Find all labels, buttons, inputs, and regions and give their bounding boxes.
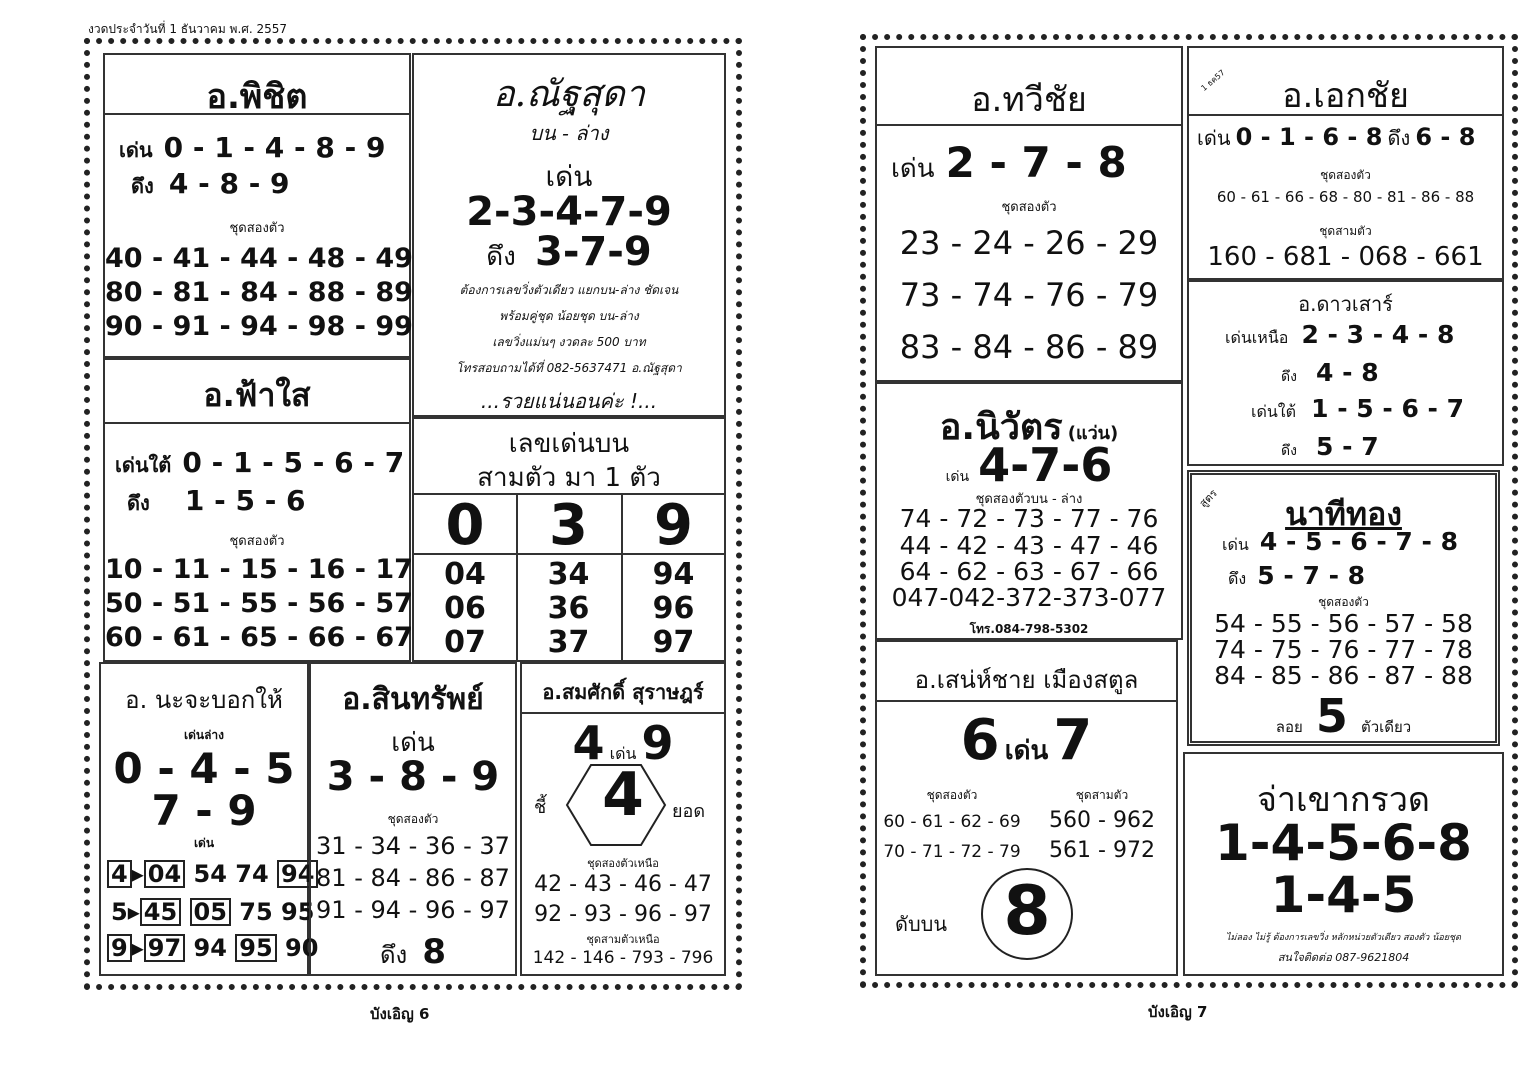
value: 2 - 3 - 4 - 8	[1301, 320, 1455, 349]
somsak-title: อ.สมศักดิ์ สุราษฎร์	[542, 680, 704, 704]
thawee-row-2: 73 - 74 - 76 - 79	[899, 276, 1159, 314]
label: เด่น	[1197, 126, 1231, 150]
ekachai-box	[1187, 46, 1504, 280]
daosao-box	[1187, 280, 1504, 466]
ding-label: ดึง	[1387, 126, 1411, 150]
value: 5 - 7	[1316, 432, 1379, 461]
ekachai-row-2: 60 - 61 - 66 - 68 - 80 - 81 - 86 - 88	[1216, 188, 1475, 206]
value: 5	[1315, 689, 1348, 743]
daosao-d1	[1281, 358, 1502, 388]
fasai-sub: ชุดสองตัว	[229, 534, 285, 549]
pichit-title: อ.พิชิต	[206, 77, 308, 117]
value: 1 - 5 - 6	[184, 484, 306, 517]
key: 5	[111, 898, 128, 926]
value: 4 - 8 - 9	[168, 167, 290, 200]
label: ดึง	[1281, 443, 1297, 459]
sanh-dab: 8	[1003, 872, 1051, 951]
sanh-dab-label: ดับบน	[895, 912, 948, 936]
natithong-title: นาทีทอง	[1285, 495, 1402, 533]
thawee-play	[891, 138, 1181, 189]
sinsap-title: อ.สินทรัพย์	[342, 682, 484, 717]
niwat-tel: โทร.084-798-5302	[969, 622, 1089, 636]
single: ตัวเดียว	[1360, 718, 1412, 736]
natithong-loy	[1192, 689, 1495, 743]
label: เด่น	[609, 744, 637, 763]
nat-msg-4: โทรสอบถามได้ที่ 082-5637471 อ.ณัฐสุดา	[456, 361, 682, 375]
naja-row-1: 4 ▸ 04 54 74 94	[107, 860, 307, 888]
cell: 54	[193, 860, 227, 888]
niwat-sub: ชุดสองตัวบน - ล่าง	[975, 492, 1083, 507]
nat-msg-3: เลขวิ่งแม่นๆ งวดละ 500 บาท	[492, 335, 646, 349]
value: 4 - 8	[1316, 358, 1379, 387]
cell: 04	[144, 860, 185, 888]
naja-title: อ. นะจะบอกให้	[125, 686, 283, 714]
value: 0 - 1 - 6 - 8	[1235, 123, 1383, 151]
fasai-title: อ.ฟ้าใส	[203, 376, 311, 414]
divider	[105, 113, 409, 115]
label: เด่น	[1222, 535, 1249, 554]
top3-box	[412, 417, 726, 662]
ekachai-row-3: 160 - 681 - 068 - 661	[1207, 242, 1484, 272]
cell: 95	[281, 898, 315, 926]
ekachai-stamp: 1 ธค57	[1199, 68, 1227, 93]
top3-title-2: สามตัว มา 1 ตัว	[477, 463, 661, 493]
nat-play: 2-3-4-7-9	[466, 189, 672, 235]
naja-box	[99, 662, 319, 976]
sinsap-sub: ชุดสองตัว	[387, 812, 439, 826]
nat-box	[412, 53, 726, 417]
value: 0 - 1 - 4 - 8 - 9	[163, 131, 386, 164]
niwat-row-3: 64 - 62 - 63 - 67 - 66	[899, 557, 1159, 586]
sinsap-row-2: 81 - 84 - 86 - 87	[316, 864, 510, 892]
daosao-s	[1251, 394, 1502, 425]
naja-big-2: 7 - 9	[151, 786, 257, 835]
fasai-play	[115, 446, 409, 481]
sanh-main	[877, 708, 1176, 773]
jamkao-title: จ่าเขากรวด	[1257, 780, 1430, 820]
pichit-box	[103, 53, 411, 358]
thawee-sub: ชุดสองตัว	[1001, 200, 1057, 215]
fasai-row-2: 50 - 51 - 55 - 56 - 57	[105, 588, 413, 619]
cell: 90	[285, 934, 319, 962]
value: 8	[422, 932, 447, 972]
label: เด่น	[945, 469, 970, 485]
somsak-hex-value: 4	[602, 760, 644, 830]
jamkao-box	[1183, 752, 1504, 976]
top3-c3-2: 96	[652, 591, 695, 626]
nat-sub: บน - ล่าง	[529, 121, 609, 145]
ding: 6 - 8	[1415, 123, 1476, 151]
natithong-row-3: 84 - 85 - 86 - 87 - 88	[1214, 661, 1473, 690]
page-footer-6: บังเอิญ 6	[370, 1005, 430, 1023]
sanh-l1: 60 - 61 - 62 - 69	[883, 812, 1021, 832]
nat-msg-2: พร้อมคู่ชุด น้อยชุด บน-ล่าง	[499, 309, 639, 323]
sinsap-row-3: 91 - 94 - 96 - 97	[316, 896, 510, 924]
sinsap-row-1: 31 - 34 - 36 - 37	[316, 832, 510, 860]
ekachai-sub-3: ชุดสามตัว	[1319, 224, 1372, 238]
jamkao-row-1: 1-4-5-6-8	[1215, 814, 1472, 872]
niwat-row-4: 047-042-372-373-077	[891, 583, 1167, 612]
top3-digit-2: 3	[549, 493, 588, 558]
key: 4	[107, 860, 132, 888]
label: เด่นเหนือ	[1225, 328, 1289, 347]
naja-big-1: 0 - 4 - 5	[113, 744, 295, 793]
pichit-ding	[131, 167, 409, 202]
label: ดึง	[379, 941, 408, 969]
naja-row-3: 9 ▸ 97 94 95 90	[107, 934, 307, 962]
daosao-title: อ.ดาวเสาร์	[1298, 292, 1393, 316]
top3-title-1: เลขเด่นบน	[508, 429, 630, 459]
cell: 95	[235, 934, 276, 962]
label: ดึง	[1228, 569, 1247, 588]
somsak-row-2: 92 - 93 - 96 - 97	[534, 902, 712, 927]
natithong-stamp: สูตร	[1196, 486, 1220, 510]
thawee-box	[875, 46, 1183, 382]
daosao-d2	[1281, 432, 1502, 462]
pichit-row-1: 40 - 41 - 44 - 48 - 49	[105, 243, 413, 274]
cell: 94	[193, 934, 227, 962]
cell: 97	[144, 934, 185, 962]
sanh-t1: 560 - 962	[1049, 808, 1155, 833]
nat-ding	[414, 229, 724, 277]
somsak-sub-2: ชุดสามตัวเหนือ	[586, 933, 660, 946]
niwat-box	[875, 382, 1183, 640]
natithong-play	[1222, 527, 1495, 558]
title: อ.นิวัตร	[939, 407, 1063, 448]
top3-c1-1: 04	[444, 557, 486, 592]
page-header: งวดประจำวันที่ 1 ธันวาคม พ.ศ. 2557	[88, 22, 288, 36]
ekachai-title: อ.เอกชัย	[1282, 76, 1409, 116]
label: ดึง	[131, 174, 154, 198]
divider	[105, 422, 409, 424]
sanh-t2: 561 - 972	[1049, 838, 1155, 863]
fasai-box	[103, 358, 411, 662]
label: ดึง	[1281, 369, 1297, 385]
niwat-row-2: 44 - 42 - 43 - 47 - 46	[899, 531, 1159, 560]
label: เด่น	[1004, 736, 1049, 766]
label: เด่นใต้	[115, 453, 172, 477]
page-footer-7: บังเอิญ 7	[1148, 1003, 1208, 1021]
b: 7	[1053, 708, 1093, 773]
label: ดึง	[486, 242, 516, 272]
nat-msg-5: ...รวยแน่นอนค่ะ !...	[480, 389, 658, 413]
niwat-row-1: 74 - 72 - 73 - 77 - 76	[899, 504, 1159, 533]
somsak-box	[520, 662, 726, 976]
naja-sub-1: เด่นล่าง	[183, 728, 225, 742]
top3-c2-1: 34	[547, 557, 590, 592]
sanh-sub-3: ชุดสามตัว	[1075, 788, 1129, 802]
sanh-l2: 70 - 71 - 72 - 79	[883, 842, 1021, 862]
pichit-row-3: 90 - 91 - 94 - 98 - 99	[105, 311, 413, 342]
niwat-play	[877, 438, 1181, 492]
value: 0 - 1 - 5 - 6 - 7	[182, 446, 405, 479]
value: 2 - 7 - 8	[945, 138, 1127, 187]
top3-c2-3: 37	[547, 625, 590, 660]
cell: 45	[140, 898, 181, 926]
fasai-row-3: 60 - 61 - 65 - 66 - 67	[105, 622, 413, 653]
fasai-row-1: 10 - 11 - 15 - 16 - 17	[105, 554, 413, 585]
cell: 05	[190, 898, 231, 926]
somsak-chi: ชี้	[534, 797, 547, 818]
a: 4	[572, 716, 605, 770]
thawee-title: อ.ทวีชัย	[971, 80, 1087, 120]
jamkao-note-1: ไม่ลอง ไม่รู้ ต้องการเลขวิ่ง หลักหน่วยตัวเดียว สองตัว น้อยชุด	[1226, 933, 1461, 943]
pichit-sub: ชุดสองตัว	[229, 221, 285, 236]
b: 9	[641, 716, 674, 770]
divider	[877, 700, 1176, 702]
somsak-yod: ยอด	[672, 801, 706, 822]
top3-c3-3: 97	[652, 625, 695, 660]
label: เด่น	[119, 138, 153, 162]
label: เด่นใต้	[1251, 402, 1296, 421]
sinsap-ding	[311, 932, 515, 974]
thawee-row-3: 83 - 84 - 86 - 89	[899, 328, 1159, 366]
top3-c1-2: 06	[444, 591, 486, 626]
sinsap-play-label: เด่น	[391, 728, 435, 758]
top3-c3-1: 94	[652, 557, 695, 592]
nat-title: อ.ณัฐสุดา	[493, 74, 645, 115]
cell: 74	[235, 860, 269, 888]
divider	[1189, 114, 1502, 116]
label: ดึง	[127, 491, 150, 515]
sinsap-play: 3 - 8 - 9	[326, 754, 500, 800]
somsak-row-3: 142 - 146 - 793 - 796	[532, 948, 714, 968]
top3-digit-1: 0	[445, 493, 485, 558]
sanh-box	[875, 640, 1178, 976]
nat-play-label: เด่น	[545, 160, 593, 193]
divider	[522, 712, 724, 714]
naja-sub-2: เด่น	[193, 836, 215, 850]
sinsap-box	[309, 662, 517, 976]
value: 4 - 5 - 6 - 7 - 8	[1259, 527, 1458, 556]
jamkao-note-2: สนใจติดต่อ 087-9621804	[1277, 951, 1410, 964]
naja-row-2: 5▸ 45 05 75 95	[111, 898, 315, 926]
a: 6	[960, 708, 1000, 773]
sanh-sub-2: ชุดสองตัว	[926, 788, 978, 802]
nat-msg-1: ต้องการเลขวิ่งตัวเดียว แยกบน-ล่าง ชัดเจน	[459, 283, 679, 297]
value: 5 - 7 - 8	[1257, 561, 1366, 590]
cell: 75	[239, 898, 273, 926]
jamkao-row-2: 1-4-5	[1270, 866, 1417, 924]
value: 3-7-9	[534, 229, 652, 275]
daosao-n	[1225, 320, 1502, 351]
fasai-ding	[127, 484, 409, 519]
label: ลอย	[1275, 718, 1303, 736]
top3-digit-3: 9	[654, 493, 693, 558]
sanh-title: อ.เสน่ห์ชาย เมืองสตูล	[914, 666, 1139, 694]
top3-c2-2: 36	[547, 591, 590, 626]
thawee-row-1: 23 - 24 - 26 - 29	[899, 224, 1159, 262]
ekachai-sub-2: ชุดสองตัว	[1320, 168, 1371, 182]
cell: 94	[277, 860, 318, 888]
pichit-play	[119, 131, 409, 166]
natithong-box	[1187, 470, 1500, 746]
value: 1 - 5 - 6 - 7	[1311, 394, 1465, 423]
key: 9	[107, 934, 132, 962]
label: เด่น	[891, 154, 935, 184]
divider	[877, 124, 1181, 126]
top3-c1-3: 07	[444, 625, 486, 660]
tag: (แว่น)	[1067, 423, 1119, 444]
value: 4-7-6	[978, 438, 1113, 492]
natithong-row-1: 54 - 55 - 56 - 57 - 58	[1214, 609, 1473, 638]
pichit-row-2: 80 - 81 - 84 - 88 - 89	[105, 277, 413, 308]
ekachai-play	[1197, 122, 1502, 154]
somsak-row-1: 42 - 43 - 46 - 47	[534, 872, 712, 897]
natithong-sub: ชุดสองตัว	[1318, 595, 1369, 609]
natithong-ding	[1228, 561, 1495, 592]
natithong-row-2: 74 - 75 - 76 - 77 - 78	[1214, 635, 1473, 664]
somsak-sub-1: ชุดสองตัวเหนือ	[587, 857, 659, 870]
